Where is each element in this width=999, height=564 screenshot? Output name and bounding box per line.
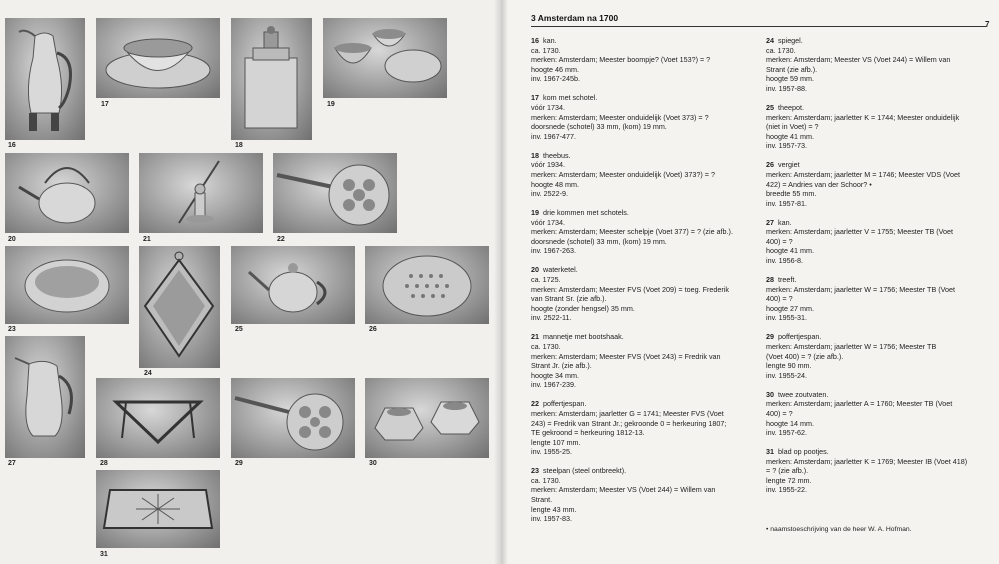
entry-number: 17 <box>531 93 539 103</box>
entry-heading <box>531 332 756 342</box>
entry-line: lengte 43 mm. <box>531 504 577 514</box>
photo-label: 21 <box>143 236 151 243</box>
entry-number: 16 <box>531 36 539 45</box>
entry-line: inv. 1955-25. <box>531 447 573 457</box>
photo-19-three-bowls <box>323 18 447 98</box>
photo-27-jug <box>5 336 85 458</box>
entry-line: ca. 1730. <box>531 45 561 55</box>
photo-30-salt-cellars <box>365 378 489 458</box>
entry-title: theepot. <box>778 102 804 112</box>
entry-heading <box>531 399 756 409</box>
entry-number: 20 <box>531 265 539 275</box>
photo-label: 29 <box>235 460 243 467</box>
photo-label: 28 <box>100 460 108 467</box>
entry-line: inv. 1967-245b. <box>531 74 581 84</box>
catalogue-entry <box>531 399 756 457</box>
photo-16-jug <box>5 18 85 140</box>
entry-line: 243) = Fredrik van Strant Jr.; gekroonde 0 = herkeuring 1807; <box>531 418 727 428</box>
entry-line: inv. 1957-81. <box>766 198 808 208</box>
entry-line: inv. 1957-83. <box>531 514 573 524</box>
entry-line: lengte 90 mm. <box>766 361 812 371</box>
entry-line: merken: Amsterdam; Meester boompje? (Voet 153?) = ? <box>531 55 711 65</box>
entry-line: merken: Amsterdam; Meester FVS (Voet 243) = Fredrik van <box>531 351 721 361</box>
catalogue-entry <box>531 466 756 524</box>
entry-line: merken: Amsterdam; Meester FVS (Voet 209) = toeg. Frederik <box>531 284 729 294</box>
catalogue-entry <box>531 93 756 141</box>
entry-line: ca. 1730. <box>531 341 561 351</box>
photo-label: 27 <box>8 460 16 467</box>
photo-label: 17 <box>101 101 109 108</box>
entry-line: inv. 1955-24. <box>766 370 808 380</box>
photo-label: 23 <box>8 326 16 333</box>
entry-title: twee zoutvaten. <box>778 389 829 399</box>
entry-title: steelpan (steel ontbreekt). <box>543 466 627 476</box>
entry-line: hoogte 41 mm. <box>766 131 814 141</box>
entry-heading <box>531 93 756 103</box>
photo-23-saucepan <box>5 246 129 324</box>
entry-line: ca. 1730. <box>531 475 561 485</box>
entry-heading <box>766 332 992 342</box>
entry-line: hoogte 48 mm. <box>531 179 579 189</box>
entry-number: 23 <box>531 466 539 476</box>
entry-line: 400) = ? <box>766 294 793 304</box>
entry-title: poffertjespan. <box>778 332 822 342</box>
catalogue-entry <box>766 447 992 495</box>
entry-line: breedte 55 mm. <box>766 189 817 199</box>
catalogue-entry <box>531 36 756 84</box>
entry-line: merken: Amsterdam; jaarletter G = 1741; Meester FVS (Voet <box>531 408 724 418</box>
entry-title: blad op pootjes. <box>778 447 829 457</box>
catalogue-entry <box>531 332 756 390</box>
catalogue-entry <box>766 160 992 208</box>
entry-line: lengte 72 mm. <box>766 475 812 485</box>
catalogue-entry <box>766 36 992 94</box>
catalogue-entry <box>766 103 992 151</box>
photo-20-kettle <box>5 153 129 233</box>
entry-line: merken: Amsterdam; jaarletter K = 1769; Meester IB (Voet 418) <box>766 456 968 466</box>
entry-number: 27 <box>766 217 774 227</box>
entry-line: merken: Amsterdam; jaarletter V = 1755; Meester TB (Voet <box>766 227 954 237</box>
catalogue-entry <box>766 218 992 266</box>
entry-line: ca. 1730. <box>766 45 796 55</box>
entry-heading <box>766 390 992 400</box>
entry-line: 400) = ? <box>766 236 793 246</box>
entry-number: 21 <box>531 332 539 342</box>
entry-title: poffertjespan. <box>543 399 587 409</box>
entry-line: van Strant Sr. (zie afb.). <box>531 294 607 304</box>
entry-line: Strant. <box>531 495 553 505</box>
entry-line: vóór 1734. <box>531 102 565 112</box>
entry-heading <box>766 275 992 285</box>
entry-heading <box>766 103 992 113</box>
entry-heading <box>531 36 756 46</box>
entry-number: 24 <box>766 36 774 45</box>
entry-line: merken: Amsterdam; jaarletter W = 1756; Meester TB <box>766 341 937 351</box>
book-gutter <box>494 0 508 564</box>
photo-label: 19 <box>327 101 335 108</box>
entry-line: inv. 1957-62. <box>766 428 808 438</box>
photo-label: 20 <box>8 236 16 243</box>
photo-label: 24 <box>144 370 152 377</box>
entry-title: mannetje met bootshaak. <box>543 332 624 342</box>
entry-number: 29 <box>766 332 774 342</box>
entry-line: merken: Amsterdam; Meester VS (Voet 244) = Willem van <box>531 485 716 495</box>
photo-29-poffertjes-pan <box>231 378 355 458</box>
entry-line: inv. 1967-263. <box>531 246 577 256</box>
entry-title: treeft. <box>778 275 797 285</box>
entry-line: Strant (zie afb.). <box>766 64 818 74</box>
entry-title: waterketel. <box>543 265 578 275</box>
entry-title: theebus. <box>543 150 571 160</box>
entry-heading <box>766 218 992 228</box>
entry-line: inv. 2522-9. <box>531 189 569 199</box>
catalogue-column-right <box>766 36 992 504</box>
entry-line: doorsnede (schotel) 33 mm, (kom) 19 mm. <box>531 122 667 132</box>
photo-18-tea-caddy <box>231 18 312 140</box>
entry-line: 422) = Andries van der Schoor? • <box>766 179 872 189</box>
entry-line: Strant Jr. (zie afb.). <box>531 361 592 371</box>
photo-26-colander <box>365 246 489 324</box>
entry-line: inv. 1957-73. <box>766 141 808 151</box>
photo-17-bowl-saucer <box>96 18 220 98</box>
entry-number: 28 <box>766 275 774 285</box>
entry-line: vóór 1734. <box>531 217 565 227</box>
entry-line: merken: Amsterdam; Meester onduidelijk (Voet) 373?) = ? <box>531 169 715 179</box>
entry-line: merken: Amsterdam; jaarletter W = 1756; Meester TB (Voet <box>766 284 956 294</box>
entry-line: (Voet 400) = ? (zie afb.). <box>766 351 844 361</box>
entry-line: inv. 1955-31. <box>766 313 808 323</box>
photo-label: 22 <box>277 236 285 243</box>
entry-number: 26 <box>766 160 774 170</box>
entry-line: hoogte 41 mm. <box>766 246 814 256</box>
entry-line: vóór 1934. <box>531 160 565 170</box>
photo-label: 31 <box>100 551 108 558</box>
entry-line: = ? (zie afb.). <box>766 466 809 476</box>
entry-title: kom met schotel. <box>543 93 598 103</box>
entry-line: merken: Amsterdam; jaarletter A = 1760; Meester TB (Voet <box>766 399 953 409</box>
entry-line: inv. 1956-8. <box>766 256 804 266</box>
entry-number: 30 <box>766 389 774 399</box>
entry-line: hoogte 46 mm. <box>531 64 579 74</box>
entry-line: merken: Amsterdam; Meester VS (Voet 244) = Willem van <box>766 55 951 65</box>
photo-24-mirror <box>139 246 220 368</box>
entry-line: inv. 1967-239. <box>531 380 577 390</box>
entry-line: merken: Amsterdam; Meester schelpje (Voet 377) = ? (zie afb.). <box>531 227 733 237</box>
entry-line: merken: Amsterdam; Meester onduidelijk (Voet 373) = ? <box>531 112 709 122</box>
entry-line: 400) = ? <box>766 408 793 418</box>
entry-line: TE gekroond = herkeuring 1812-13. <box>531 428 645 438</box>
entry-heading <box>766 447 992 457</box>
entry-number: 25 <box>766 102 774 112</box>
entry-line: ca. 1725. <box>531 275 561 285</box>
entry-line: hoogte 27 mm. <box>766 303 814 313</box>
entry-line: merken: Amsterdam; jaarletter M = 1746; Meester VDS (Voet <box>766 169 960 179</box>
photo-label: 25 <box>235 326 243 333</box>
page-number: 7 <box>985 20 990 29</box>
entry-line: lengte 107 mm. <box>531 437 581 447</box>
entry-line: inv. 1955-22. <box>766 485 808 495</box>
entry-line: hoogte 14 mm. <box>766 418 814 428</box>
entry-line: hoogte (zonder hengsel) 35 mm. <box>531 303 635 313</box>
entry-line: (niet in Voet) = ? <box>766 122 819 132</box>
photo-25-teapot <box>231 246 355 324</box>
entry-number: 19 <box>531 208 539 218</box>
entry-heading <box>531 265 756 275</box>
entry-title: vergiet <box>778 160 800 170</box>
entry-title: drie kommen met schotels. <box>543 208 629 218</box>
photo-label: 18 <box>235 142 243 149</box>
entry-number: 18 <box>531 150 539 160</box>
entry-line: inv. 1957-88. <box>766 83 808 93</box>
catalogue-column-left <box>531 36 756 533</box>
photo-22-poffertjes-pan <box>273 153 397 233</box>
photo-label: 16 <box>8 142 16 149</box>
entry-heading <box>531 151 756 161</box>
catalogue-entry <box>766 275 992 323</box>
entry-line: inv. 2522-11. <box>531 313 572 323</box>
entry-line: doorsnede (schotel) 33 mm, (kom) 19 mm. <box>531 236 667 246</box>
entry-heading <box>531 466 756 476</box>
catalogue-entry <box>766 332 992 380</box>
catalogue-entry <box>766 390 992 438</box>
entry-line: inv. 1967-477. <box>531 131 577 141</box>
photo-label: 30 <box>369 460 377 467</box>
running-head: 3 Amsterdam na 1700 <box>531 13 986 27</box>
catalogue-entry <box>531 151 756 199</box>
entry-number: 22 <box>531 399 539 409</box>
entry-heading <box>531 208 756 218</box>
entry-title: kan. <box>778 217 792 227</box>
catalogue-entry <box>531 208 756 256</box>
photo-31-tray <box>96 470 220 548</box>
entry-line: hoogte 59 mm. <box>766 74 814 84</box>
footnote: • naamstoeschrijving van de heer W. A. Hofman. <box>766 526 912 533</box>
entry-line: hoogte 34 mm. <box>531 370 579 380</box>
entry-heading <box>766 160 992 170</box>
entry-title: kan. <box>543 36 557 45</box>
entry-title: spiegel. <box>778 36 803 45</box>
entry-heading <box>766 36 992 46</box>
entry-line: merken: Amsterdam; jaarletter K = 1744; Meester onduidelijk <box>766 112 960 122</box>
entry-number: 31 <box>766 447 774 457</box>
catalogue-entry <box>531 265 756 323</box>
photo-28-trivet <box>96 378 220 458</box>
photo-label: 26 <box>369 326 377 333</box>
photo-21-figure-boathook <box>139 153 263 233</box>
